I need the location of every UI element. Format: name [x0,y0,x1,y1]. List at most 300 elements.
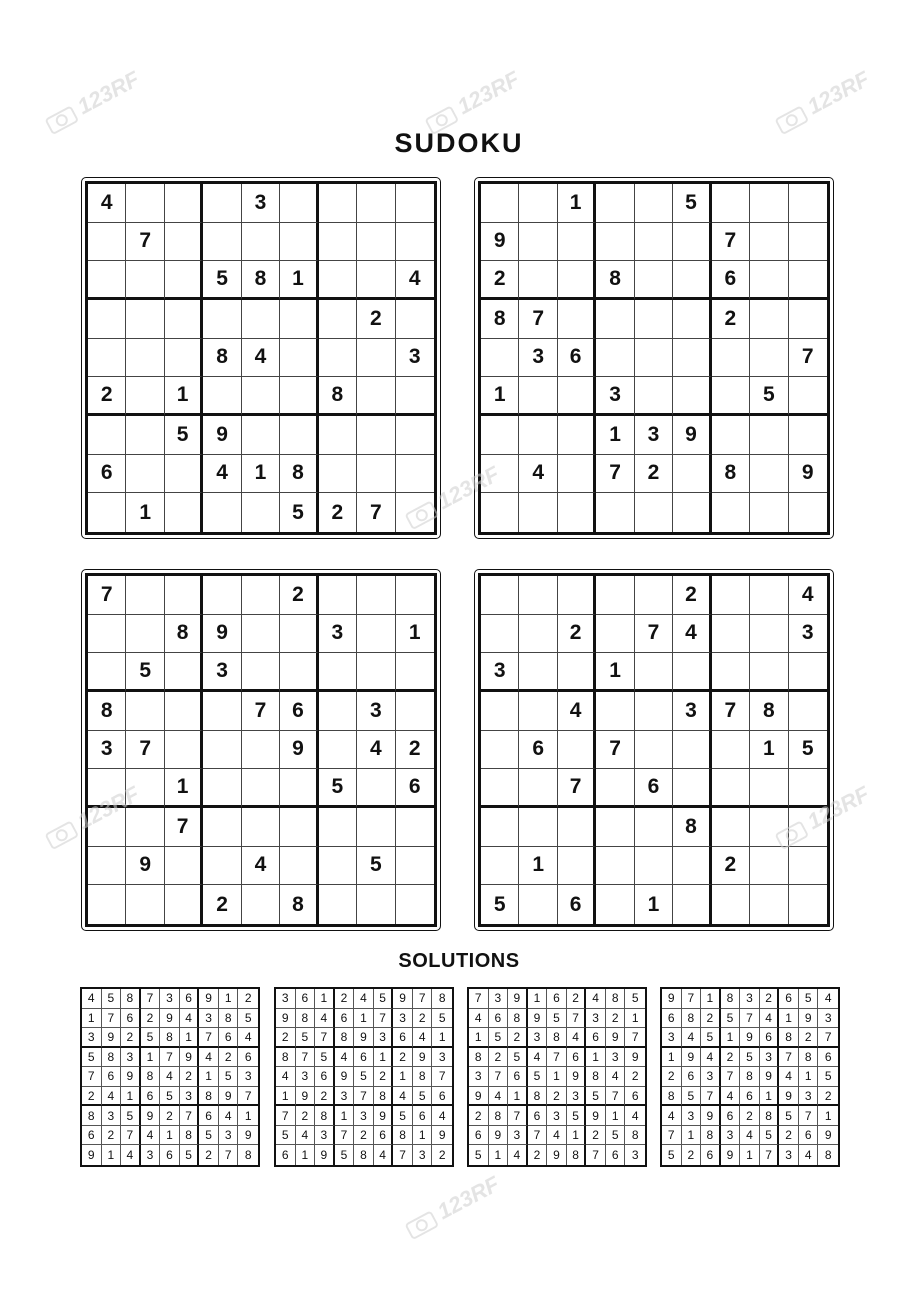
puzzle-cell [635,377,673,416]
solution-cell: 7 [469,989,489,1009]
puzzle-cell [750,493,788,532]
solution-cell: 4 [567,1028,587,1048]
puzzle-cell [357,223,395,262]
solution-cell: 5 [586,1087,606,1107]
puzzle-cell [519,885,557,924]
puzzle-cell: 7 [126,731,164,770]
puzzle-cell [319,731,357,770]
puzzle-cell: 7 [789,339,827,378]
puzzle-cell [519,653,557,692]
puzzle-cell [750,615,788,654]
puzzle-cell: 4 [203,455,241,494]
puzzle-cell: 5 [165,416,203,455]
puzzle-cell [88,223,126,262]
puzzle-cell [280,339,318,378]
solution-cell: 1 [528,989,548,1009]
puzzle-cell [165,339,203,378]
puzzle-cell: 7 [126,223,164,262]
puzzle-cell: 5 [789,731,827,770]
puzzle-cell: 4 [789,576,827,615]
puzzle-cell [789,769,827,808]
solution-cell: 4 [238,1028,258,1048]
solution-cell: 2 [567,989,587,1009]
solution-cell: 2 [606,1009,626,1029]
puzzle-cell [165,261,203,300]
puzzle-3-grid [85,573,437,927]
puzzle-cell [319,416,357,455]
watermark-text: 123RF [803,66,874,120]
puzzle-cell: 9 [789,455,827,494]
puzzle-cell: 1 [558,184,596,223]
solution-cell: 6 [567,1048,587,1068]
solution-cell: 3 [682,1106,702,1126]
solution-cell: 7 [489,1067,509,1087]
puzzle-cell [750,769,788,808]
solution-cell: 6 [296,989,316,1009]
puzzle-cell [789,416,827,455]
solution-cell: 8 [779,1028,799,1048]
puzzle-cell [712,377,750,416]
solution-cell: 8 [335,1028,355,1048]
puzzle-4 [474,569,834,931]
puzzle-cell [396,885,434,924]
solution-cell: 8 [393,1126,413,1146]
solution-cell: 8 [508,1009,528,1029]
solution-cell: 7 [354,1087,374,1107]
puzzle-cell [558,808,596,847]
puzzle-cell [396,455,434,494]
solution-cell: 4 [141,1126,161,1146]
puzzle-cell [319,885,357,924]
solution-cell: 1 [180,1028,200,1048]
solution-cell: 7 [701,1087,721,1107]
puzzle-cell [242,223,280,262]
solution-cell: 5 [82,1048,102,1068]
solution-cell: 7 [335,1126,355,1146]
solution-cell: 3 [160,989,180,1009]
puzzle-cell [750,223,788,262]
solution-cell: 3 [760,1048,780,1068]
puzzle-cell: 5 [319,769,357,808]
puzzle-cell: 4 [396,261,434,300]
puzzle-cell: 9 [673,416,711,455]
puzzle-cell [126,416,164,455]
puzzle-cell [319,653,357,692]
solution-cell: 1 [354,1009,374,1029]
solution-cell: 8 [244,1148,252,1163]
puzzle-cell: 4 [242,847,280,886]
solution-cell: 4 [740,1126,760,1146]
solution-cell: 8 [799,1048,819,1068]
solution-cell: 5 [489,1028,509,1048]
solution-cell: 7 [141,989,161,1009]
puzzle-cell [519,692,557,731]
puzzle-cell [789,184,827,223]
puzzle-cell [596,184,634,223]
puzzle-cell: 3 [319,615,357,654]
solution-cell: 8 [528,1087,548,1107]
solution-cell: 5 [238,1009,258,1029]
puzzle-cell [165,455,203,494]
solution-cell: 3 [199,1009,219,1029]
solution-cell: 1 [374,1048,394,1068]
solution-cell: 5 [393,1106,413,1126]
puzzle-cell [712,769,750,808]
solution-cell: 8 [701,1126,721,1146]
puzzle-cell [396,576,434,615]
puzzle-cell [396,493,434,532]
solution-cell: 5 [779,1106,799,1126]
puzzle-cell: 5 [673,184,711,223]
puzzle-cell [319,300,357,339]
puzzle-cell: 3 [635,416,673,455]
puzzle-cell [357,576,395,615]
solution-cell: 5 [740,1048,760,1068]
solution-cell: 6 [547,989,567,1009]
solution-cell: 4 [432,1106,452,1126]
solution-cell: 7 [625,1028,645,1048]
puzzle-cell [396,808,434,847]
solution-cell: 3 [662,1028,682,1048]
puzzle-cell [750,808,788,847]
solution-cell: 2 [354,1126,374,1146]
solution-cell: 6 [102,1067,122,1087]
solution-cell: 8 [586,1067,606,1087]
solution-cell: 5 [121,1106,141,1126]
puzzle-cell [280,847,318,886]
puzzle-cell [481,339,519,378]
puzzle-cell [596,493,634,532]
solution-cell: 4 [413,1028,433,1048]
solution-cell: 4 [701,1048,721,1068]
puzzle-cell: 9 [280,731,318,770]
puzzle-cell [396,223,434,262]
solution-cell: 2 [528,1145,548,1165]
puzzle-cell [558,731,596,770]
puzzle-cell [319,261,357,300]
puzzle-cell [126,808,164,847]
solution-cell: 9 [354,1028,374,1048]
solution-cell: 8 [824,1148,832,1163]
puzzle-cell [519,769,557,808]
solution-cell: 8 [276,1048,296,1068]
puzzle-cell [396,416,434,455]
solution-cell: 3 [740,989,760,1009]
puzzle-cell: 4 [88,184,126,223]
solution-cell: 9 [180,1048,200,1068]
puzzle-cell: 3 [203,653,241,692]
puzzle-cell [242,416,280,455]
solution-cell: 4 [760,1009,780,1029]
puzzle-cell [673,377,711,416]
solution-4 [660,987,840,1167]
solution-cell: 6 [160,1145,180,1165]
solution-cell: 5 [567,1106,587,1126]
puzzle-cell: 7 [558,769,596,808]
solution-cell: 5 [508,1048,528,1068]
puzzle-cell [789,692,827,731]
puzzle-cell [280,769,318,808]
solution-cell: 9 [393,989,413,1009]
solution-cell: 2 [586,1126,606,1146]
solution-cell: 5 [528,1067,548,1087]
solution-cell: 5 [721,1009,741,1029]
solution-cell: 4 [625,1106,645,1126]
puzzle-cell [789,261,827,300]
solution-cell: 1 [393,1067,413,1087]
solution-cell: 6 [606,1145,626,1165]
solution-cell: 3 [799,1087,819,1107]
solution-cell: 4 [528,1048,548,1068]
solution-cell: 2 [818,1087,838,1107]
puzzle-cell [596,223,634,262]
puzzle-cell [519,576,557,615]
solution-cell: 9 [606,1028,626,1048]
puzzle-cell [357,261,395,300]
puzzle-cell [558,653,596,692]
solution-cell: 7 [121,1126,141,1146]
camera-icon [42,817,79,851]
solution-cell: 1 [315,989,335,1009]
solutions-title: SOLUTIONS [398,950,520,972]
puzzle-cell [88,416,126,455]
puzzle-2 [474,177,834,539]
solution-cell: 1 [296,1145,316,1165]
solution-cell: 4 [121,1145,141,1165]
solution-cell: 9 [199,989,219,1009]
solution-cell: 4 [180,1009,200,1029]
solution-cell: 8 [721,989,741,1009]
puzzle-cell [165,692,203,731]
solution-cell: 7 [586,1145,606,1165]
puzzle-cell [126,615,164,654]
solution-cell: 3 [335,1087,355,1107]
puzzle-cell: 7 [357,493,395,532]
solution-cell: 1 [606,1106,626,1126]
puzzle-1-grid [85,181,437,535]
puzzle-cell [481,576,519,615]
solution-cell: 5 [413,1087,433,1107]
puzzle-cell [88,493,126,532]
watermark-text: 123RF [803,781,874,835]
solution-cell: 8 [547,1028,567,1048]
solution-cell: 7 [528,1126,548,1146]
solution-cell: 4 [276,1067,296,1087]
solution-cell: 9 [276,1009,296,1029]
puzzle-cell: 5 [280,493,318,532]
solution-cell: 9 [528,1009,548,1029]
puzzle-cell: 6 [519,731,557,770]
solution-cell: 7 [102,1009,122,1029]
solution-cell: 7 [160,1048,180,1068]
solution-cell: 3 [413,1145,433,1165]
solution-cell: 6 [818,1048,838,1068]
solution-cell: 3 [469,1067,489,1087]
puzzle-cell: 2 [357,300,395,339]
puzzle-cell [165,493,203,532]
puzzle-cell [712,885,750,924]
puzzle-cell [396,692,434,731]
solution-cell: 6 [238,1048,258,1068]
solution-cell: 6 [799,1126,819,1146]
solution-cell: 7 [567,1009,587,1029]
solution-cell: 3 [393,1009,413,1029]
puzzle-cell [242,493,280,532]
puzzle-cell [558,576,596,615]
solution-cell: 3 [779,1145,799,1165]
solution-cell: 9 [547,1145,567,1165]
watermark-text: 123RF [73,66,144,120]
puzzle-cell: 9 [203,615,241,654]
watermark-text: 123RF [453,66,524,120]
solution-1 [80,987,260,1167]
solution-cell: 4 [489,1087,509,1107]
solution-cell: 5 [315,1048,335,1068]
solution-cell: 3 [315,1126,335,1146]
puzzle-cell [280,808,318,847]
puzzle-cell [558,377,596,416]
puzzle-cell [357,416,395,455]
puzzle-cell: 8 [242,261,280,300]
puzzle-cell [203,576,241,615]
solution-cell: 4 [315,1009,335,1029]
solution-cell: 5 [432,1009,452,1029]
solution-3 [467,987,647,1167]
solution-cell: 6 [432,1087,452,1107]
puzzle-cell: 4 [673,615,711,654]
solution-cell: 6 [489,1009,509,1029]
puzzle-cell: 4 [357,731,395,770]
solution-cell: 4 [606,1067,626,1087]
solution-cell: 1 [547,1067,567,1087]
solution-cell: 5 [760,1126,780,1146]
puzzle-cell: 8 [596,261,634,300]
puzzle-cell [396,847,434,886]
solution-cell: 6 [393,1028,413,1048]
solution-cell: 7 [82,1067,102,1087]
puzzle-cell [481,493,519,532]
solution-cell: 8 [413,1067,433,1087]
puzzle-cell: 7 [635,615,673,654]
solution-cell: 2 [779,1126,799,1146]
solution-cell: 8 [625,1126,645,1146]
solution-cell: 7 [393,1145,413,1165]
solution-cell: 2 [160,1106,180,1126]
puzzle-cell [558,493,596,532]
puzzle-cell [558,455,596,494]
solution-cell: 9 [586,1106,606,1126]
solution-cell: 2 [393,1048,413,1068]
puzzle-cell: 9 [126,847,164,886]
puzzle-cell [88,300,126,339]
puzzle-cell [750,847,788,886]
solution-cell: 9 [296,1087,316,1107]
solution-cell: 7 [432,1067,452,1087]
puzzle-cell [88,808,126,847]
puzzle-cell [357,885,395,924]
puzzle-cell [357,653,395,692]
solution-cell: 3 [721,1126,741,1146]
puzzle-cell [88,339,126,378]
puzzle-cell: 5 [203,261,241,300]
solution-cell: 6 [469,1126,489,1146]
solution-cell: 2 [413,1009,433,1029]
puzzle-cell [319,692,357,731]
solution-cell: 3 [102,1106,122,1126]
puzzle-cell [712,731,750,770]
solution-cell: 4 [102,1087,122,1107]
puzzle-cell [396,184,434,223]
solution-cell: 6 [315,1067,335,1087]
solution-cell: 3 [219,1126,239,1146]
puzzle-cell [750,416,788,455]
puzzle-cell [519,416,557,455]
solution-cell: 6 [121,1009,141,1029]
watermark-text: 123RF [73,781,144,835]
solution-cell: 8 [489,1106,509,1126]
puzzle-cell [558,261,596,300]
camera-icon [402,1207,439,1241]
solution-cell: 3 [276,989,296,1009]
solution-cell: 5 [276,1126,296,1146]
solution-cell: 1 [489,1145,509,1165]
solution-cell: 4 [469,1009,489,1029]
solution-cell: 2 [180,1067,200,1087]
puzzle-cell [673,653,711,692]
puzzle-cell [357,184,395,223]
solution-cell: 3 [432,1048,452,1068]
puzzle-cell [712,339,750,378]
puzzle-cell [596,808,634,847]
solution-cell: 9 [567,1067,587,1087]
solution-cell: 5 [335,1145,355,1165]
puzzle-cell [126,885,164,924]
solution-cell: 8 [469,1048,489,1068]
puzzle-cell [88,615,126,654]
puzzle-cell [126,576,164,615]
puzzle-cell: 3 [673,692,711,731]
puzzle-cell [242,653,280,692]
solution-cell: 9 [625,1048,645,1068]
solution-cell: 1 [82,1009,102,1029]
puzzle-cell: 7 [712,692,750,731]
puzzle-cell: 8 [481,300,519,339]
puzzle-cell: 8 [750,692,788,731]
puzzle-cell [635,339,673,378]
puzzle-cell [635,692,673,731]
puzzle-cell: 1 [750,731,788,770]
solution-cell: 4 [547,1126,567,1146]
puzzle-cell [203,769,241,808]
solution-cell: 6 [740,1087,760,1107]
puzzle-cell: 7 [596,731,634,770]
puzzle-cell [319,223,357,262]
solution-cell: 5 [682,1087,702,1107]
solution-cell: 6 [374,1126,394,1146]
puzzle-cell [596,615,634,654]
solution-cell: 2 [740,1106,760,1126]
solution-cell: 4 [586,989,606,1009]
solution-cell: 1 [432,1028,452,1048]
solution-cell: 9 [374,1106,394,1126]
puzzle-cell [558,223,596,262]
solution-cell: 2 [469,1106,489,1126]
solution-cell: 7 [721,1067,741,1087]
puzzle-cell [203,692,241,731]
solution-cell: 9 [82,1145,102,1165]
solution-cell: 5 [547,1009,567,1029]
puzzle-cell [280,615,318,654]
